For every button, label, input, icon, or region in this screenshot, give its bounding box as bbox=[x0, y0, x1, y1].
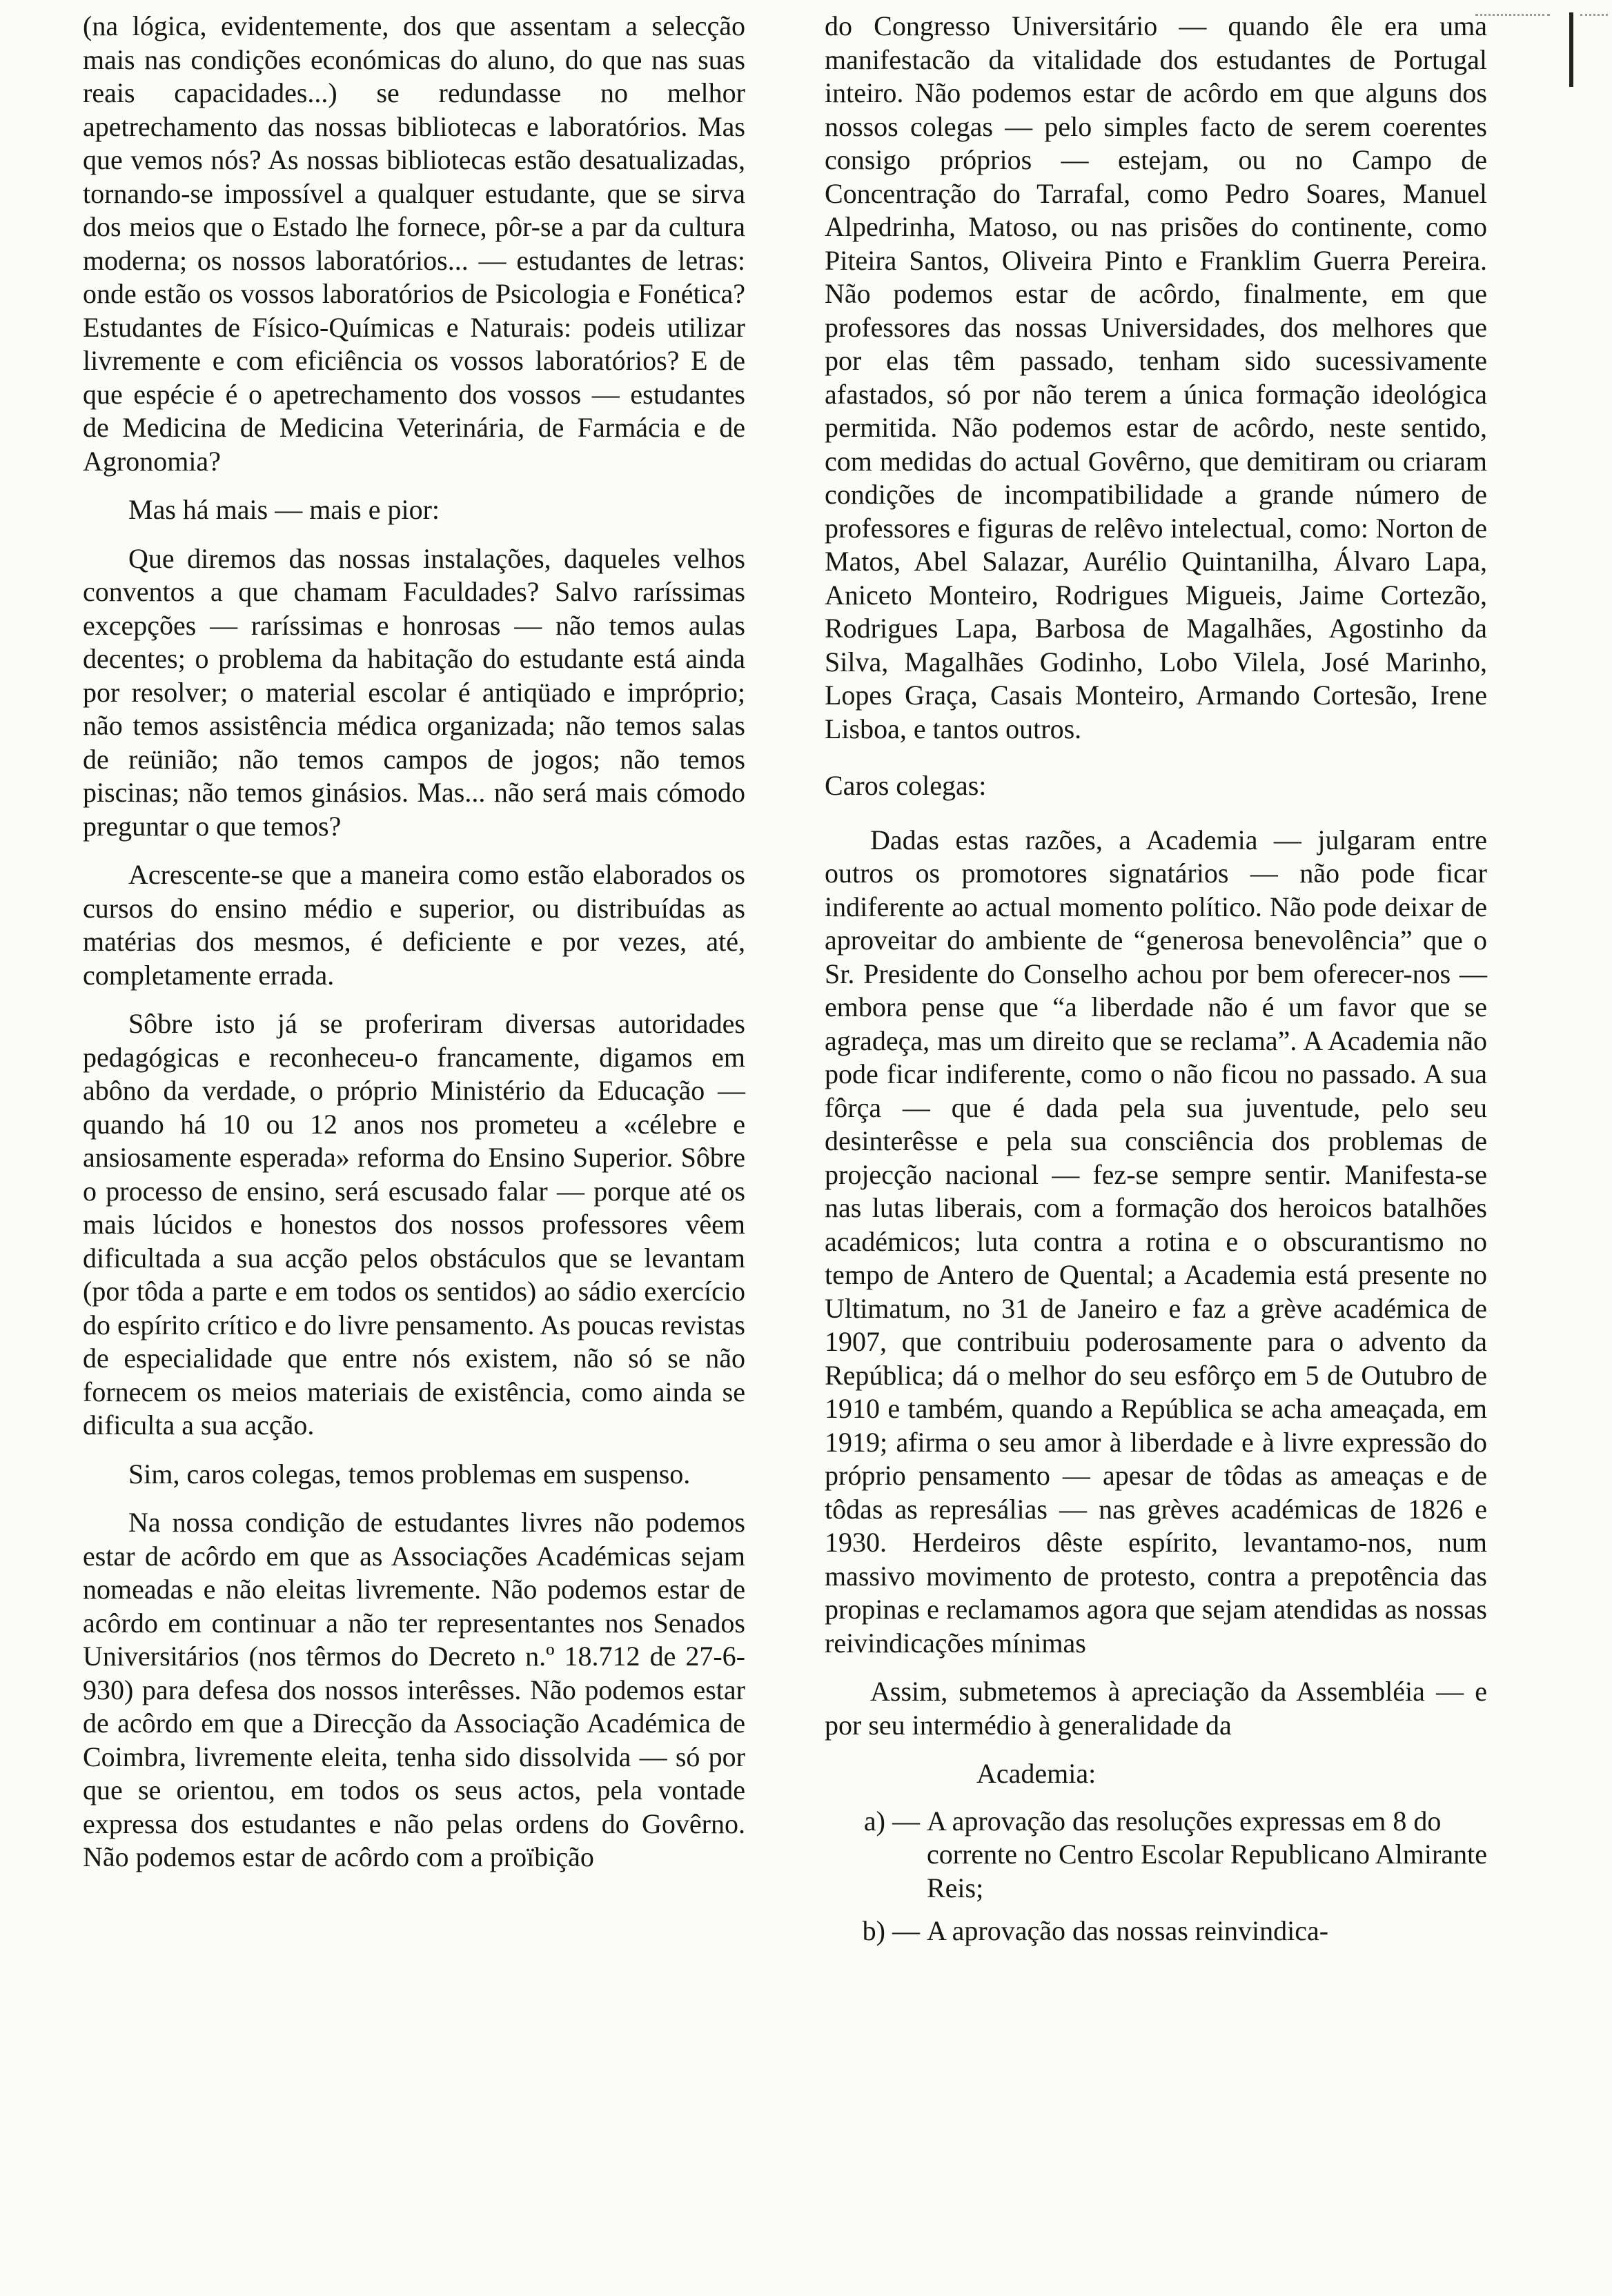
list-item bbox=[825, 1914, 1487, 1948]
paragraph: Acrescente-se que a maneira como estão elaborados os cursos do ensino médio e superior, ou distribuídas as matérias dos mesmos, é deficiente e por vezes, até, completamente errada. bbox=[83, 859, 745, 991]
paragraph: Na nossa condição de estudantes livres não podemos estar de acôrdo em que as Associações Académicas sejam nomeadas e não eleitas livremente. Não podemos estar de acôrdo em continuar a não ter representantes nos Senados Universitários (nos têrmos do Decreto n.º 18.712 de 27-6-930) para defesa dos nossos interêsses. Não podemos estar de acôrdo em que a Direcção da Associação Académica de Coimbra, livremente eleita, tenha sido dissolvida — só por que se orientou, em todos os seus actos, pela vontade expressa dos estudantes e não pelas ordens do Govêrno. Não podemos estar de acôrdo com a proïbição bbox=[83, 1507, 745, 1872]
addressee: Academia: bbox=[976, 1758, 1097, 1789]
paragraph: Sim, caros colegas, temos problemas em suspenso. bbox=[128, 1458, 691, 1490]
paragraph: Sôbre isto já se proferiram diversas autoridades pedagógicas e reconheceu-o francamente, digamos em abôno da verdade, o próprio Ministério da Educação — quando há 10 ou 12 anos nos prometeu a «célebre e ansiosamente esperada» reforma do Ensino Superior. Sôbre o processo de ensino, será escusado falar — porque até os mais lúcidos e honestos dos nossos professores vêem dificultada a sua acção pelos obstáculos que se levantam (por tôda a parte e em todos os sentidos) ao sádio exercício do espírito crítico e do livre pensamento. As poucas revistas de especialidade que entre nós existem, não só se não fornecem os meios materiais de existência, como ainda se dificulta a sua acção. bbox=[83, 1008, 745, 1441]
list-item-text: A aprovação das resoluções expressas em 8 do corrente no Centro Escolar Republicano Almirante Reis; bbox=[927, 1805, 1487, 1903]
scan-margin-mark bbox=[1580, 14, 1608, 16]
list-item-label: a) — bbox=[863, 1805, 920, 1837]
paragraph: Assim, submetemos à apreciação da Assembléia — e por seu intermédio à generalidade da bbox=[825, 1676, 1487, 1741]
paragraph: Que diremos das nossas instalações, daqueles velhos conventos a que chamam Faculdades? Salvo raríssimas excepções — raríssimas e honrosas — não temos aulas decentes; o problema da habitação do estudante está ainda por resolver; o material escolar é antiqüado e impróprio; não temos assistência médica organizada; não temos salas de reünião; não temos campos de jogos; não temos piscinas; não temos ginásios. Mas... não será mais cómodo preguntar o que temos? bbox=[83, 542, 745, 842]
salutation: Caros colegas: bbox=[825, 770, 987, 801]
list-item-label: b) — bbox=[862, 1915, 920, 1946]
scan-edge-bar bbox=[1569, 12, 1573, 87]
right-column bbox=[825, 10, 1487, 1958]
paragraph: Dadas estas razões, a Academia — julgaram entre outros os promotores signatários — não pode ficar indiferente ao actual momento político. Não pode deixar de aproveitar do ambiente de “generosa benevolência” que o Sr. Presidente do Conselho achou por bem oferecer-nos — embora pense que “a liberdade não é um favor que se agradeça, mas um direito que se reclama”. A Academia não pode ficar indiferente, como o não ficou no passado. A sua fôrça — que é dada pela sua juventude, pelo seu desinterêsse e pela sua consciência dos problemas de projecção nacional — fez-se sempre sentir. Manifesta-se nas lutas liberais, com a formação dos heroicos batalhões académicos; luta contra a rotina e o obscurantismo no tempo de Antero de Quental; a Academia está presente no Ultimatum, no 31 de Janeiro e faz a grève académica de 1907, que contribuiu poderosamente para o advento da República; dá o melhor do seu esfôrço em 5 de Outubro de 1910 e também, quando a República se acha ameaçada, em 1919; afirma o seu amor à liberdade e à livre expressão do próprio pensamento — apesar de tôdas as ameaças e de tôdas as represálias — nas grèves académicas de 1826 e 1930. Herdeiros dêste espírito, levantamo-nos, num massivo movimento de protesto, contra a prepotência das propinas e reclamamos agora que sejam atendidas as nossas reivindicações mínimas bbox=[825, 824, 1487, 1659]
list-item-text: A aprovação das nossas reinvindica- bbox=[927, 1915, 1329, 1946]
list-item bbox=[825, 1805, 1487, 1906]
paragraph: (na lógica, evidentemente, dos que assentam a selecção mais nas condições económicas do aluno, do que nas suas reais capacidades...) se redundasse no melhor apetrechamento das nossas bibliotecas e laboratórios. Mas que vemos nós? As nossas bibliotecas estão desatualizadas, tornando-se impossível a qualquer estudante, que se sirva dos meios que o Estado lhe fornece, pôr-se a par da cultura moderna; os nossos laboratórios... — estudantes de letras: onde estão os vossos laboratórios de Psicologia e Fonética? Estudantes de Físico-Químicas e Naturais: podeis utilizar livremente e com eficiência os vossos laboratórios? E de que espécie é o apetrechamento dos vossos — estudantes de Medicina de Medicina Veterinária, de Farmácia e de Agronomia? bbox=[83, 10, 745, 477]
paragraph: Mas há mais — mais e pior: bbox=[128, 494, 440, 525]
left-column bbox=[83, 10, 745, 1890]
paragraph: do Congresso Universitário — quando êle era uma manifestacão da vitalidade dos estudantes de Portugal inteiro. Não podemos estar de acôrdo em que alguns dos nossos colegas — pelo simples facto de serem coerentes consigo próprios — estejam, ou no Campo de Concentração do Tarrafal, como Pedro Soares, Manuel Alpedrinha, Matoso, ou nas prisões do continente, como Piteira Santos, Oliveira Pinto e Franklim Guerra Pereira. Não podemos estar de acôrdo, finalmente, em que professores das nossas Universidades, dos melhores que por elas têm passado, tenham sido sucessivamente afastados, só por não terem a única formação ideológica permitida. Não podemos estar de acôrdo, neste sentido, com medidas do actual Govêrno, que demitiram ou criaram condições de incompatibilidade a grande número de professores e figuras de relêvo intelectual, como: Norton de Matos, Abel Salazar, Aurélio Quintanilha, Álvaro Lapa, Aniceto Monteiro, Rodrigues Migueis, Jaime Cortezão, Rodrigues Lapa, Barbosa de Magalhães, Agostinho da Silva, Magalhães Godinho, Lobo Vilela, José Marinho, Lopes Graça, Casais Monteiro, Armando Cortesão, Irene Lisboa, e tantos outros. bbox=[825, 10, 1487, 744]
